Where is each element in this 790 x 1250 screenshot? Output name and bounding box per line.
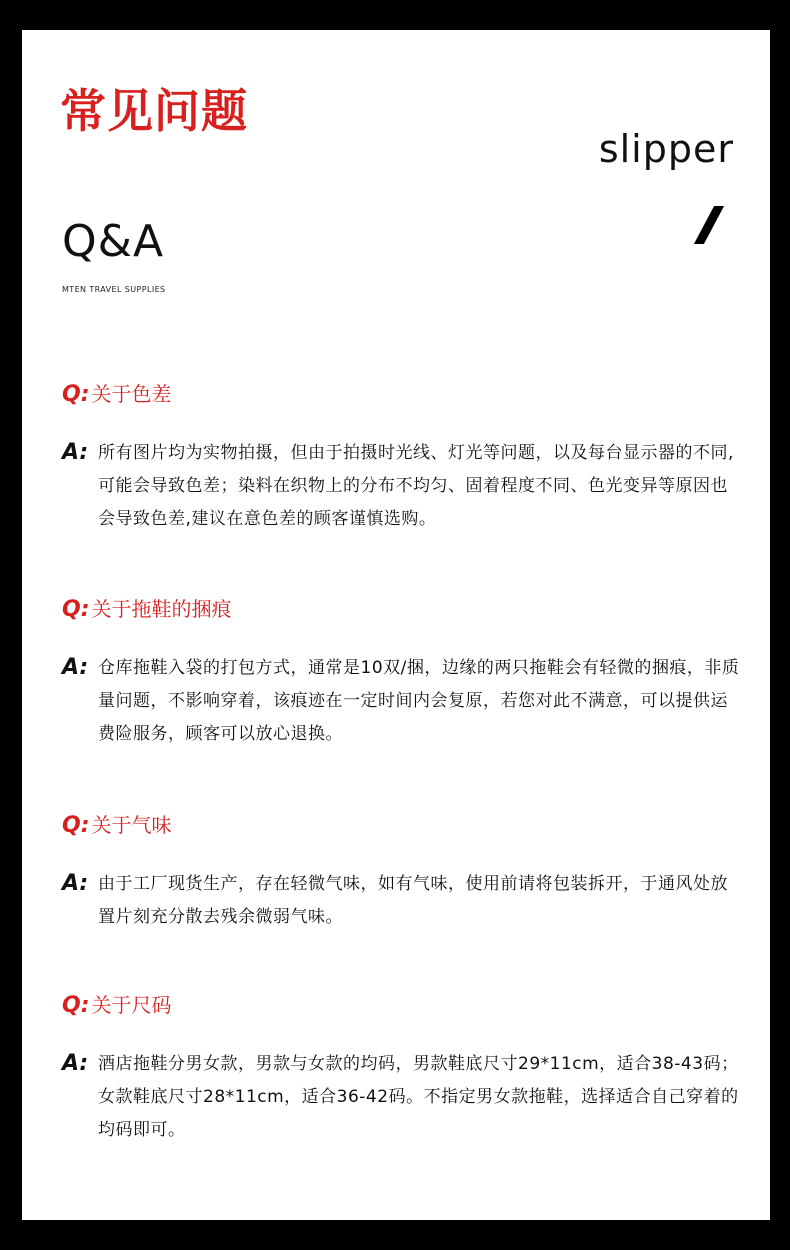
faq-question [62, 811, 742, 840]
question-marker: Q: [62, 382, 90, 407]
answer-text: 酒店拖鞋分男女款，男款与女款的均码，男款鞋底尺寸29*11cm，适合38-43码；女款鞋底尺寸28*11cm，适合36-42码。不指定男女款拖鞋，选择适合自己穿着的均码即可。 [98, 1054, 739, 1140]
faq-item-color-difference [62, 380, 742, 536]
brand-label: slipper [598, 127, 734, 171]
question-marker: Q: [62, 597, 90, 622]
faq-question [62, 991, 742, 1020]
answer-marker: A: [62, 1051, 89, 1076]
answer-text: 所有图片均为实物拍摄，但由于拍摄时光线、灯光等问题，以及每台显示器的不同,可能会导致色差；染料在织物上的分布不均匀、固着程度不同、色光变异等原因也会导致色差,建议在意色差的顾客谨慎选购。 [98, 443, 734, 529]
faq-answer [62, 437, 742, 536]
faq-answer [62, 652, 742, 751]
faq-question [62, 595, 742, 624]
slash-icon [694, 206, 724, 244]
answer-marker: A: [62, 871, 89, 896]
faq-item-odor [62, 811, 742, 934]
answer-marker: A: [62, 655, 89, 680]
page-title: 常见问题 [60, 84, 248, 138]
question-marker: Q: [62, 993, 90, 1018]
faq-item-bundle-marks [62, 595, 742, 751]
qa-heading: Q&A [62, 216, 165, 267]
question-text: 关于尺码 [91, 993, 172, 1017]
answer-text: 仓库拖鞋入袋的打包方式，通常是10双/捆，边缘的两只拖鞋会有轻微的捆痕，非质量问题，不影响穿着，该痕迹在一定时间内会复原，若您对此不满意，可以提供运费险服务，顾客可以放心退换。 [98, 658, 740, 744]
faq-answer [62, 1048, 742, 1147]
qa-card [22, 30, 770, 1220]
question-text: 关于色差 [91, 382, 172, 406]
question-text: 关于气味 [91, 813, 172, 837]
faq-item-size [62, 991, 742, 1147]
answer-marker: A: [62, 440, 89, 465]
faq-question [62, 380, 742, 409]
faq-answer [62, 868, 742, 934]
answer-text: 由于工厂现货生产，存在轻微气味，如有气味，使用前请将包装拆开，于通风处放置片刻充分散去残余微弱气味。 [98, 874, 728, 927]
company-subtitle: MTEN TRAVEL SUPPLIES [62, 285, 166, 294]
question-marker: Q: [62, 813, 90, 838]
question-text: 关于拖鞋的捆痕 [91, 597, 232, 621]
